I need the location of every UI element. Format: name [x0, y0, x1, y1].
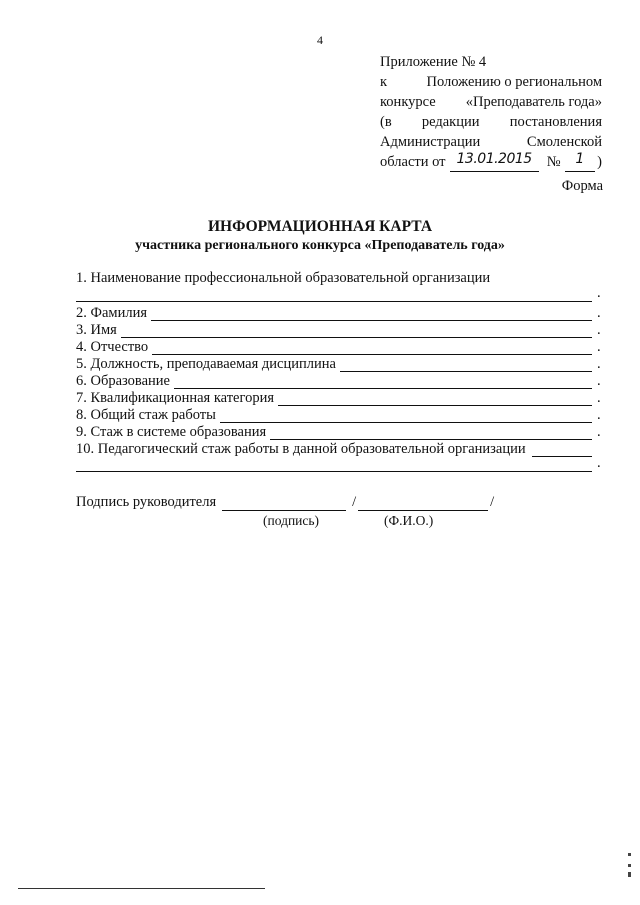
- fill-line[interactable]: [532, 444, 592, 457]
- field-surname[interactable]: [76, 305, 601, 321]
- signature-label: Подпись руководителя: [76, 494, 217, 510]
- field-teaching-experience-line[interactable]: [76, 455, 601, 472]
- appendix-word: постановления: [509, 114, 602, 130]
- appendix-word: Положению о региональном: [426, 74, 602, 90]
- line-end-dot: .: [597, 285, 601, 301]
- field-teaching-experience[interactable]: [76, 441, 592, 457]
- appendix-line-2: [380, 72, 602, 92]
- name-blank[interactable]: [358, 498, 488, 511]
- field-label: 8. Общий стаж работы: [76, 407, 216, 423]
- appendix-line-6: [380, 152, 602, 172]
- form-label: Форма: [561, 178, 603, 194]
- page-number: 4: [317, 33, 323, 47]
- appendix-word: редакции: [421, 114, 480, 130]
- line-end-dot: .: [597, 356, 601, 372]
- appendix-word: Смоленской: [526, 134, 602, 150]
- signature-row: [76, 494, 494, 511]
- field-name[interactable]: [76, 322, 601, 338]
- field-label: 6. Образование: [76, 373, 170, 389]
- document-subtitle: участника регионального конкурса «Преподаватель года»: [135, 238, 505, 253]
- margin-mark: [628, 853, 631, 856]
- caption-signature: (подпись): [263, 513, 320, 528]
- line-end-dot: .: [597, 322, 601, 338]
- caption-full-name: (Ф.И.О.): [384, 513, 434, 528]
- fill-line[interactable]: [76, 300, 592, 302]
- document-title: ИНФОРМАЦИОННАЯ КАРТА: [207, 218, 433, 235]
- field-label: 7. Квалификационная категория: [76, 390, 274, 406]
- appendix-word: Администрации: [380, 134, 481, 150]
- fill-line[interactable]: [270, 427, 592, 440]
- line-end-dot: .: [597, 390, 601, 406]
- field-label: 5. Должность, преподаваемая дисциплина: [76, 356, 336, 372]
- appendix-word: (в: [380, 114, 392, 130]
- line-end-dot: .: [597, 407, 601, 423]
- handwritten-date: 13.01.2015: [450, 152, 539, 172]
- field-qualification[interactable]: [76, 390, 601, 406]
- fill-line[interactable]: [174, 376, 592, 389]
- fill-line[interactable]: [220, 410, 592, 423]
- field-label: 4. Отчество: [76, 339, 149, 355]
- appendix-word: конкурсе: [380, 94, 436, 110]
- field-org-name-label: [76, 270, 490, 286]
- appendix-line-3: [380, 92, 602, 112]
- signature-blank[interactable]: [222, 498, 346, 511]
- field-label: 3. Имя: [76, 322, 117, 338]
- handwritten-number: 1: [565, 152, 596, 172]
- field-label: 1. Наименование профессиональной образовательной организации: [76, 270, 491, 286]
- fill-line[interactable]: [340, 359, 592, 372]
- line-end-dot: .: [597, 339, 601, 355]
- fill-line[interactable]: [121, 325, 592, 338]
- appendix-word: области от: [380, 154, 446, 170]
- appendix-line-1: [380, 52, 602, 72]
- fill-line[interactable]: [151, 308, 592, 321]
- appendix-word: «Преподаватель года»: [465, 94, 602, 110]
- field-label: 2. Фамилия: [76, 305, 147, 321]
- appendix-line-5: [380, 132, 602, 152]
- fill-line[interactable]: [278, 393, 592, 406]
- fill-line[interactable]: [152, 342, 592, 355]
- appendix-block: [380, 52, 602, 172]
- margin-mark: [628, 872, 631, 877]
- appendix-word: к: [380, 74, 388, 90]
- slash: /: [490, 494, 495, 510]
- field-org-name-line[interactable]: [76, 285, 601, 302]
- appendix-title: Приложение № 4: [380, 54, 487, 70]
- field-position[interactable]: [76, 356, 601, 372]
- footer-divider: [18, 888, 265, 889]
- field-patronymic[interactable]: [76, 339, 601, 355]
- closing-paren: ): [597, 154, 602, 170]
- number-sign: №: [546, 154, 561, 170]
- margin-mark: [628, 864, 631, 867]
- line-end-dot: .: [597, 373, 601, 389]
- field-education-experience[interactable]: [76, 424, 601, 440]
- fill-line[interactable]: [76, 470, 592, 472]
- slash: /: [352, 494, 357, 510]
- line-end-dot: .: [597, 455, 601, 471]
- field-label: 9. Стаж в системе образования: [76, 424, 267, 440]
- line-end-dot: .: [597, 424, 601, 440]
- line-end-dot: .: [597, 305, 601, 321]
- field-education[interactable]: [76, 373, 601, 389]
- field-total-experience[interactable]: [76, 407, 601, 423]
- field-label: 10. Педагогический стаж работы в данной образовательной организации: [76, 441, 526, 457]
- appendix-line-4: [380, 112, 602, 132]
